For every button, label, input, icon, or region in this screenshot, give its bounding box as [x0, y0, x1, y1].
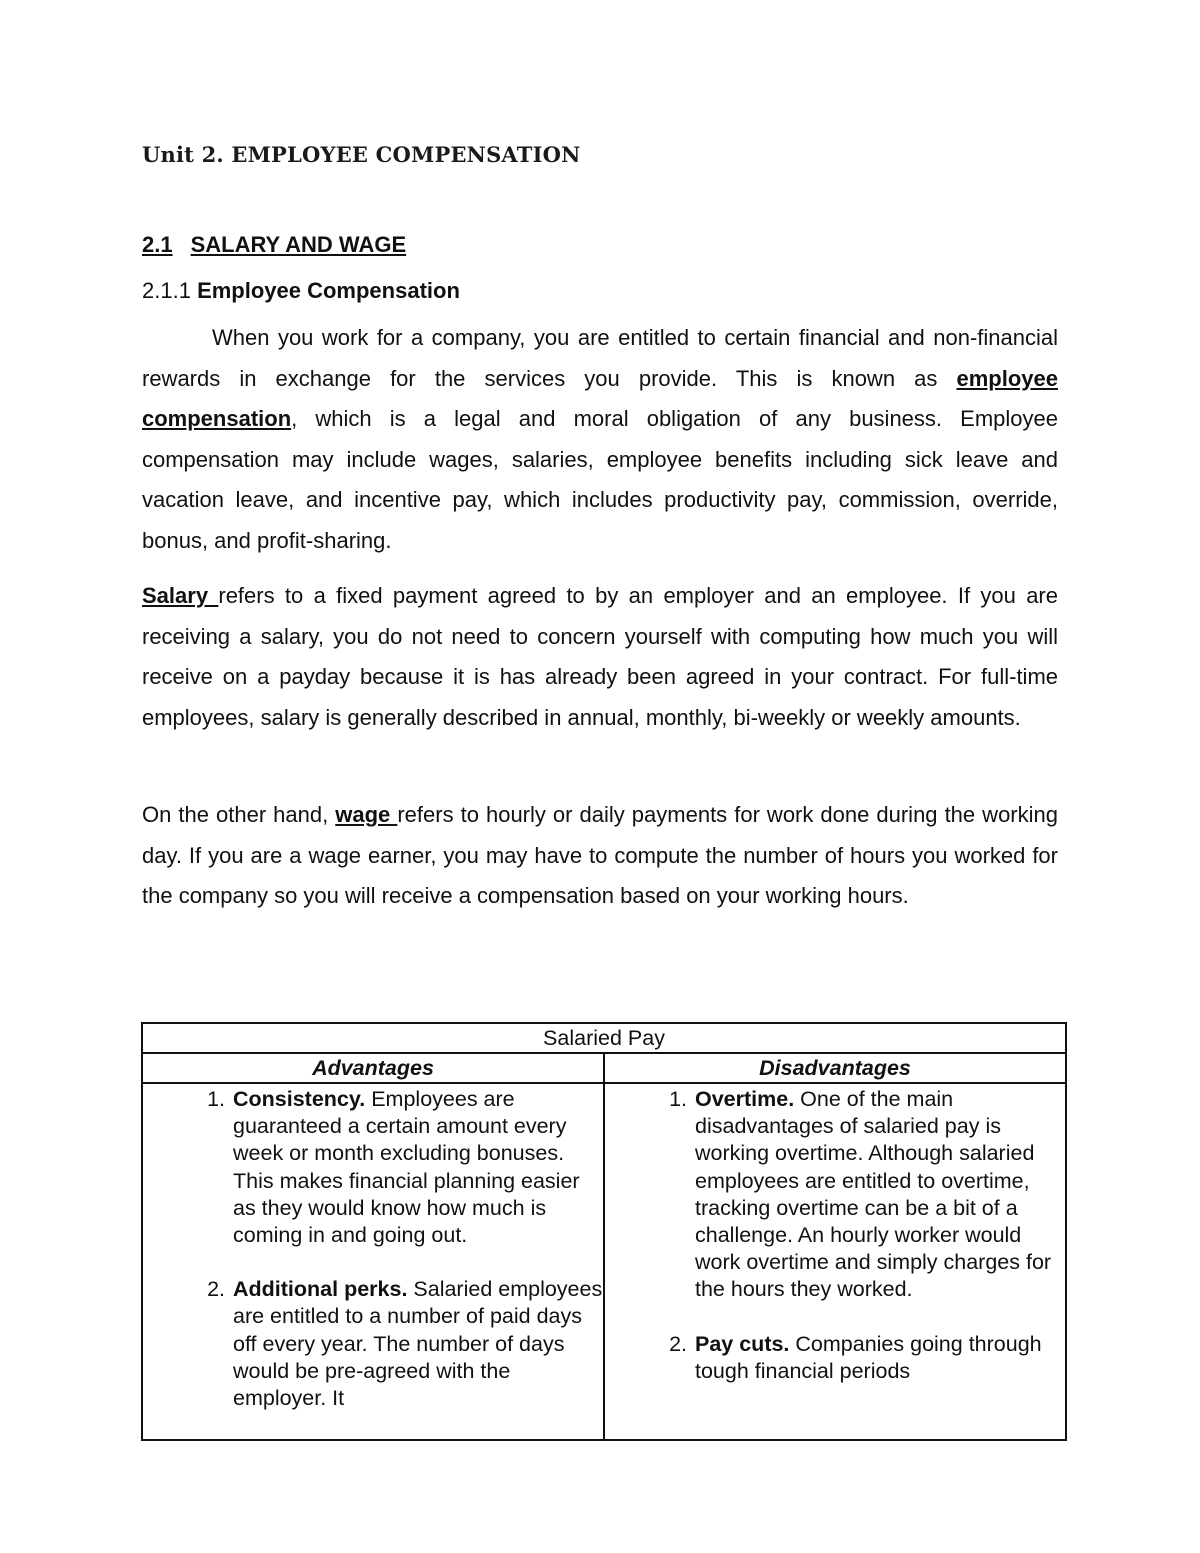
- salaried-pay-table: [141, 1022, 1067, 1441]
- disadvantages-cell: [604, 1083, 1066, 1440]
- list-text: Employees are guaranteed a certain amount every week or month excluding bonuses. This makes financial planning easier as they would know how much is coming in and going out.: [233, 1087, 580, 1248]
- subsection-title: Employee Compensation: [197, 278, 460, 303]
- advantages-cell: [142, 1083, 604, 1440]
- para1-text-after: , which is a legal and moral obligation of any business. Employee compensation may include wages, salaries, employee benefits including sick leave and vacation leave, and incentive pay, which includes productivity pay, commission, override, bonus, and profit-sharing.: [142, 406, 1058, 553]
- list-term: Consistency.: [233, 1087, 366, 1111]
- list-term: Pay cuts.: [695, 1331, 790, 1356]
- subsection-number: 2.1.1: [142, 278, 191, 303]
- para3-text-after: refers to hourly or daily payments for work done during the working day. If you are a wage earner, you may have to compute the number of hours you worked for the company so you will receive a compensation based on your working hours.: [142, 802, 1058, 909]
- list-item: [143, 1086, 603, 1249]
- list-term: Overtime.: [695, 1087, 795, 1111]
- term-wage: wage: [335, 802, 398, 827]
- list-text: Companies going through tough financial periods: [695, 1331, 1042, 1383]
- list-number: 2.: [207, 1277, 225, 1302]
- disadvantages-header: Disadvantages: [604, 1053, 1066, 1083]
- advantages-header: Advantages: [142, 1053, 604, 1083]
- list-item: [605, 1086, 1065, 1304]
- para2-text: refers to a fixed payment agreed to by an employer and an employee. If you are receiving a salary, you do not need to concern yourself with computing how much you will receive on a payday because it is has already been agreed in your contract. For full-time employees, salary is generally described in annual, monthly, bi-weekly or weekly amounts.: [142, 583, 1058, 730]
- list-number: 2.: [669, 1331, 687, 1356]
- para3-text-before: On the other hand,: [142, 802, 336, 827]
- paragraph-employee-compensation: [142, 318, 1058, 562]
- subsection-heading: [142, 278, 460, 304]
- list-number: 1.: [207, 1087, 225, 1111]
- list-text: One of the main disadvantages of salaried pay is working overtime. Although salaried employees are entitled to overtime, tracking overtime can be a bit of a challenge. An hourly worker would work overtime and simply charges for the hours they worked.: [695, 1087, 1052, 1302]
- table-title: Salaried Pay: [142, 1023, 1066, 1053]
- section-heading: [142, 232, 406, 258]
- paragraph-wage: [142, 795, 1058, 917]
- list-item: [143, 1276, 603, 1412]
- paragraph-salary: [142, 576, 1058, 738]
- list-number: 1.: [669, 1087, 687, 1111]
- list-text: Salaried employees are entitled to a number of paid days off every year. The number of days would be pre-agreed with the employer. It: [233, 1277, 603, 1411]
- list-item: [605, 1331, 1065, 1385]
- section-title: SALARY AND WAGE: [190, 232, 407, 257]
- term-employee-compensation: employee compensation: [142, 365, 1058, 432]
- unit-title: Unit 2. EMPLOYEE COMPENSATION: [142, 142, 581, 167]
- section-number: 2.1: [142, 232, 173, 257]
- list-term: Additional perks.: [233, 1277, 408, 1302]
- para1-text-before: When you work for a company, you are entitled to certain financial and non-financial rewards in exchange for the services you provide. This is known as: [142, 325, 1058, 391]
- term-salary: Salary: [142, 583, 219, 608]
